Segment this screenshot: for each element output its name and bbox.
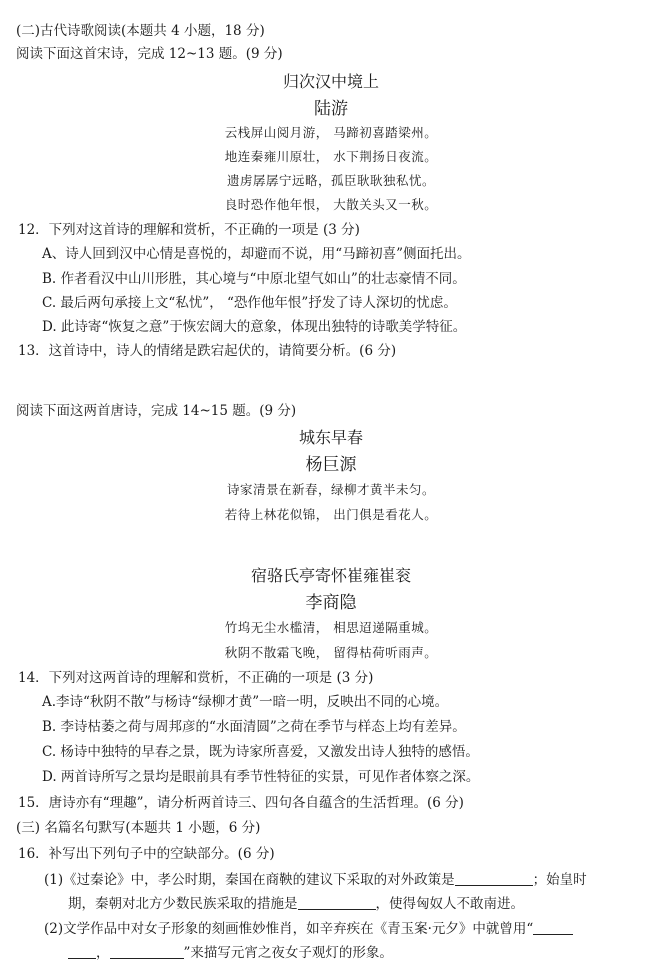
section-header: (二)古代诗歌阅读(本题共 4 小题，18 分) — [16, 23, 265, 39]
question-stem: 14．下列对这两首诗的理解和赏析，不正确的一项是 (3 分) — [18, 670, 374, 686]
question-stem: 15．唐诗亦有“理趣”，请分析两首诗三、四句各自蕴含的生活哲理。(6 分) — [18, 795, 464, 811]
answer-option: B. 作者看汉中山川形胜，其心境与“中原北望气如山”的壮志豪情不同。 — [42, 271, 466, 287]
poem-line: 秋阴不散霜飞晚， 留得枯荷听雨声。 — [224, 645, 438, 660]
answer-blank[interactable] — [68, 958, 96, 959]
reading-instruction: 阅读下面这首宋诗，完成 12~13 题。(9 分) — [16, 46, 283, 62]
poem-line: 遗虏孱孱宁远略，孤臣耿耿独私忧。 — [226, 173, 435, 188]
item-text: ”来描写元宵之夜女子观灯的形象。 — [183, 945, 393, 961]
question-stem: 12．下列对这首诗的理解和赏析，不正确的一项是 (3 分) — [18, 222, 360, 238]
item-text: (2)文学作品中对女子形象的刻画惟妙惟肖，如辛弃疾在《青玉案·元夕》中就曾用“ — [44, 921, 534, 937]
answer-blank[interactable] — [110, 958, 184, 959]
poem-title: 城东早春 — [298, 428, 363, 447]
poem-line: 良时恐作他年恨， 大散关头又一秋。 — [224, 197, 438, 212]
poem-author: 陆游 — [314, 99, 348, 119]
section-header: (三) 名篇名句默写(本题共 1 小题，6 分) — [16, 820, 261, 836]
item-text: 期，秦朝对北方少数民族采取的措施是 — [68, 896, 298, 912]
item-text: ， — [96, 945, 110, 961]
fill-in-item — [68, 895, 524, 913]
answer-blank[interactable] — [455, 885, 533, 886]
reading-instruction: 阅读下面这两首唐诗，完成 14~15 题。(9 分) — [16, 403, 297, 419]
fill-in-item — [44, 871, 587, 889]
poem-line: 地连秦雍川原壮， 水下荆扬日夜流。 — [224, 149, 438, 164]
poem-line: 若待上林花似锦， 出门俱是看花人。 — [224, 507, 438, 522]
poem-author: 杨巨源 — [305, 455, 357, 475]
answer-option: C. 最后两句承接上文“私忧”， “恐作他年恨”抒发了诗人深切的忧虑。 — [42, 295, 457, 311]
answer-blank[interactable] — [298, 909, 376, 910]
poem-line: 竹坞无尘水槛清， 相思迢递隔重城。 — [224, 620, 438, 635]
answer-option: B. 李诗枯萎之荷与周邦彦的“水面清圆”之荷在季节与样态上均有差异。 — [42, 719, 466, 735]
fill-in-item — [68, 944, 393, 962]
poem-author: 李商隐 — [305, 593, 357, 613]
fill-in-item — [44, 920, 573, 938]
answer-option: D. 两首诗所写之景均是眼前具有季节性特征的实景，可见作者体察之深。 — [42, 769, 480, 785]
poem-title: 归次汉中境上 — [282, 72, 379, 91]
answer-option: A、诗人回到汉中心情是喜悦的，却避而不说，用“马蹄初喜”侧面托出。 — [42, 246, 471, 262]
answer-option: C. 杨诗中独特的早春之景，既为诗家所喜爱，又激发出诗人独特的感悟。 — [42, 744, 479, 760]
item-text: ，使得匈奴人不敢南进。 — [375, 896, 524, 912]
item-text: (1)《过秦论》中，孝公时期，秦国在商鞅的建议下采取的对外政策是 — [44, 872, 455, 888]
question-stem: 13．这首诗中，诗人的情绪是跌宕起伏的，请简要分析。(6 分) — [18, 343, 397, 359]
poem-line: 云栈屏山阅月游， 马蹄初喜踏梁州。 — [224, 125, 438, 140]
poem-title: 宿骆氏亭寄怀崔雍崔衮 — [250, 566, 411, 585]
answer-option: D. 此诗寄“恢复之意”于恢宏阔大的意象，体现出独特的诗歌美学特征。 — [42, 319, 467, 335]
poem-line: 诗家清景在新春，绿柳才黄半未匀。 — [226, 482, 435, 497]
answer-option: A.李诗“秋阴不散”与杨诗“绿柳才黄”一暗一明，反映出不同的心境。 — [42, 694, 449, 710]
answer-blank[interactable] — [533, 934, 573, 935]
item-text: ；始皇时 — [532, 872, 587, 888]
question-stem: 16．补写出下列句子中的空缺部分。(6 分) — [18, 846, 275, 862]
